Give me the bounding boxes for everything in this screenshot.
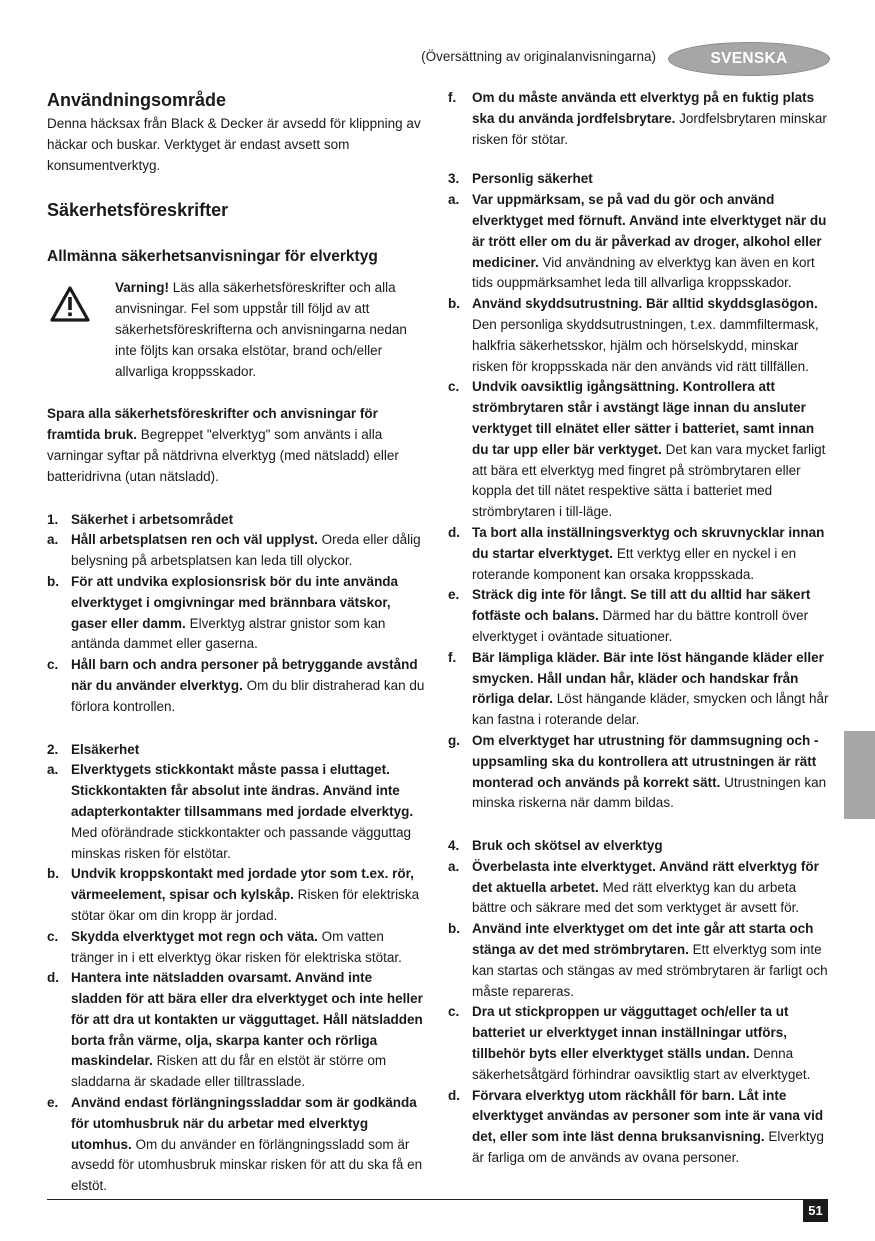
right-column <box>448 88 830 1169</box>
language-tab: SVENSKA <box>668 42 830 76</box>
list-item: a. Håll arbetsplatsen ren och väl upplyst. Oreda eller dålig belysning på arbetsplatsen kan leda till olyckor. <box>47 532 421 569</box>
section-1-title: 1. Säkerhet i arbetsområdet <box>47 511 234 527</box>
list-item: b. För att undvika explosionsrisk bör du inte använda elverktyget i omgivningar med brännbara vätskor, gaser eller damm. Elverktyg alstrar gnistor som kan antända dammet eller gaserna. <box>47 573 399 652</box>
list-item: f. Bär lämpliga kläder. Bär inte löst hängande kläder eller smycken. Håll undan hår, kläder och handskar från rörliga delar. Löst hängande kläder, smycken och långt hår kan fastna i roterande delar. <box>448 649 829 728</box>
list-item: c. Håll barn och andra personer på betryggande avstånd när du använder elverktyg. Om du blir distraherad kan du förlora kontrollen. <box>47 657 425 714</box>
list-item: d. Hantera inte nätsladden ovarsamt. Använd inte sladden för att bära eller dra elverktyget och inte heller för att dra ut kontakten ur vägguttaget. Håll nätsladden borta från värme, olja, skarpa kanter och rörliga maskindelar. Risken att du får en elstöt är större om sladdarna är skadade eller tilltrasslade. <box>47 970 423 1090</box>
list-item: g. Om elverktyget har utrustning för dammsugning och -uppsamling ska du kontrollera att utrustningen är rätt monterad och används på korrekt sätt. Utrustningen kan minska riskerna när damm bildas. <box>448 732 827 811</box>
warning-triangle-icon <box>50 286 90 322</box>
translation-note: (Översättning av originalanvisningarna) <box>421 49 656 64</box>
save-instructions: Spara alla säkerhetsföreskrifter och anvisningar för framtida bruk. Begreppet "elverktyg" som använts i alla varningar syftar på nätdrivna elverktyg (med nätsladd) eller batteridrivna (utan nätsladd). <box>47 406 399 484</box>
list-item: a. Överbelasta inte elverktyget. Använd rätt elverktyg för det aktuella arbetet. Med rätt elverktyg kan du arbeta bättre och säkrare med det som verktyget är avsett för. <box>448 858 819 916</box>
footer-rule <box>47 1199 828 1200</box>
list-item: d. Ta bort alla inställningsverktyg och skruvnycklar innan du startar elverktyget. Ett verktyg eller en nyckel i en roterande komponent kan orsaka kroppsskada. <box>448 524 825 582</box>
list-item: f. Om du måste använda ett elverktyg på en fuktig plats ska du använda jordfelsbrytare. Jordfelsbrytaren minskar risken för stötar. <box>448 90 827 147</box>
usage-heading: Användningsområde <box>47 90 227 110</box>
list-item: b. Använd inte elverktyget om det inte går att starta och stänga av det med strömbrytaren. Ett elverktyg som inte kan startas och stängas av med strömbrytaren är farligt och måste repareras. <box>448 921 828 999</box>
left-column <box>47 88 425 1197</box>
list-item: d. Förvara elverktyg utom räckhåll för barn. Låt inte elverktyget användas av personer som inte är vana vid det, eller som inte läst denna bruksanvisning. Elverktyg är farliga om de används av ovana personer. <box>448 1087 824 1166</box>
side-thumb-tab <box>844 731 875 819</box>
list-item: a. Var uppmärksam, se på vad du gör och använd elverktyget med förnuft. Använd inte elverktyget när du är trött eller om du är påverkad av droger, alkohol eller mediciner. Vid användning av elverktyg kan även en kort tids ouppmärksamhet leda till allvarliga kroppsskador. <box>448 192 827 291</box>
list-item: b. Använd skyddsutrustning. Bär alltid skyddsglasögon. Den personliga skyddsutrustningen, t.ex. dammfiltermask, halkfria säkerhetsskor, hjälm och hörselskydd, minskar risken för kroppsskada när den används vid rätt tillfällen. <box>448 296 819 374</box>
section-2-title: 2. Elsäkerhet <box>47 741 140 757</box>
warning-text: Varning! Läs alla säkerhetsföreskrifter och alla anvisningar. Fel som uppstår till följd av att säkerhetsföreskrifterna och anvisningarna nedan inte följts kan orsaka elstötar, brand och/eller allvarliga kroppsskador. <box>115 280 407 379</box>
section-4-title: 4. Bruk och skötsel av elverktyg <box>448 838 663 854</box>
general-safety-heading: Allmänna säkerhetsanvisningar för elverktyg <box>47 248 378 266</box>
list-item: a. Elverktygets stickkontakt måste passa i eluttaget. Stickkontakten får absolut inte ändras. Använd inte adapterkontakter tillsammans med jordade elverktyg. Med oförändrade stickkontakter och passande vägguttag minskas risken för elstötar. <box>47 762 414 861</box>
list-item: c. Dra ut stickproppen ur vägguttaget och/eller ta ut batteriet ur elverktyget innan inställningar utförs, tillbehör byts eller elverktyget ställs undan. Denna säkerhetsåtgärd förhindrar oavsiktlig start av elverktyget. <box>448 1004 811 1082</box>
warning-block <box>47 278 425 382</box>
safety-heading: Säkerhetsföreskrifter <box>47 200 229 221</box>
list-item: e. Använd endast förlängningssladdar som är godkända för utomhusbruk när du arbetar med elverktyg utomhus. Om du använder en förlängningssladd som är avsedd för utomhusbruk minskar risken för att du ska få en elstöt. <box>47 1095 423 1194</box>
list-item: e. Sträck dig inte för långt. Se till att du alltid har säkert fotfäste och balans. Därmed har du bättre kontroll över elverktyget i oväntade situationer. <box>448 587 811 644</box>
list-item: c. Skydda elverktyget mot regn och väta. Om vatten tränger in i ett elverktyg ökar risken för elektriska stötar. <box>47 928 402 965</box>
section-3-title: 3. Personlig säkerhet <box>448 171 593 187</box>
list-item: c. Undvik oavsiktlig igångsättning. Kontrollera att strömbrytaren står i avstängt läge innan du ansluter verktyget till elnätet eller sätter i batteriet, samt innan du tar upp eller bär verktyget. Det kan vara mycket farligt att bära ett elverktyg med fingret på strömbrytaren eller koppla det till nätet respektive sätta i batteriet med strömbrytaren i till-läge. <box>448 379 826 520</box>
list-item: b. Undvik kroppskontakt med jordade ytor som t.ex. rör, värmeelement, spisar och kylskåp. Risken för elektriska stötar ökar om din kropp är jordad. <box>47 866 420 923</box>
usage-text: Denna häcksax från Black & Decker är avsedd för klippning av häckar och buskar. Verktyget är endast avsett som konsumentverktyg. <box>47 116 421 173</box>
page-number: 51 <box>803 1199 828 1222</box>
